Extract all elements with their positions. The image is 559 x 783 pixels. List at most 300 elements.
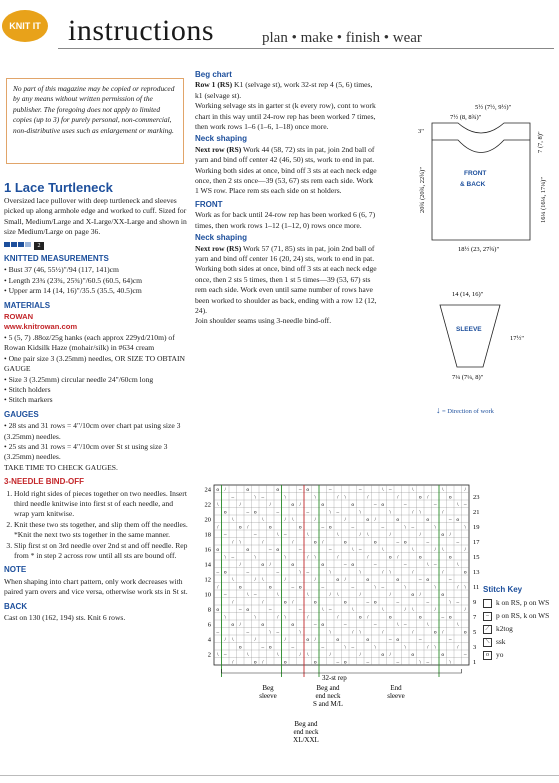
stitch-symbol: o bbox=[441, 652, 445, 658]
stitch-symbol: – bbox=[351, 584, 355, 591]
repeat-bracket bbox=[222, 669, 462, 673]
measurements-list bbox=[4, 265, 190, 296]
stitch-symbol: o bbox=[388, 614, 392, 621]
stitch-symbol: o bbox=[268, 524, 272, 531]
stitch-symbol: o bbox=[246, 547, 250, 553]
shoulder-outline bbox=[432, 123, 530, 140]
stitch-symbol: – bbox=[343, 622, 347, 628]
row-number: 10 bbox=[204, 591, 211, 599]
stitch-symbol: \ bbox=[344, 494, 347, 501]
shoulder-label: 3" bbox=[418, 128, 424, 135]
stitch-symbol: / bbox=[396, 494, 399, 501]
stitch-symbol: – bbox=[351, 524, 355, 531]
stitch-symbol: o bbox=[246, 487, 250, 493]
sleeve-cuff-label: 7¼ (7¼, 8)" bbox=[452, 374, 484, 381]
stitch-symbol: / bbox=[344, 577, 347, 583]
stitch-symbol: \ bbox=[381, 607, 384, 613]
stitch-symbol: / bbox=[284, 517, 287, 523]
row-label: Next row (RS) bbox=[195, 144, 242, 154]
middle-column bbox=[195, 70, 377, 327]
stitch-symbol: – bbox=[358, 547, 362, 553]
header-rule bbox=[58, 48, 554, 49]
row-number: 17 bbox=[473, 539, 480, 546]
row-number: 21 bbox=[473, 509, 480, 516]
row-number: 9 bbox=[473, 599, 477, 606]
back-text: Cast on 130 (162, 194) sts. Knit 6 rows. bbox=[4, 613, 126, 623]
stitch-symbol: – bbox=[253, 592, 257, 598]
stitch-symbol: – bbox=[366, 659, 370, 666]
top-width-label: 5½ (7½, 9½)" bbox=[475, 104, 512, 111]
stitch-symbol: \ bbox=[441, 487, 444, 493]
marker-label: Beg and end neck S and M/L bbox=[313, 684, 343, 708]
stitch-symbol: o bbox=[351, 562, 355, 568]
stitch-symbol: o bbox=[351, 502, 355, 508]
note-heading: NOTE bbox=[4, 565, 27, 575]
stitch-symbol: – bbox=[291, 584, 295, 591]
stitch-symbol: o bbox=[448, 494, 452, 501]
stitch-symbol: / bbox=[321, 539, 324, 546]
stitch-symbol: – bbox=[418, 577, 422, 583]
stitch-symbol: \ bbox=[306, 652, 309, 658]
stitch-symbol: – bbox=[321, 644, 325, 651]
stitch-symbol: / bbox=[291, 599, 294, 606]
paragraph: Working selvage sts in garter st (k every row), cont to work chart in this way until 24-row rep has been worked 7 times, then work rows 1–6 (1–6, 1–18) once more. bbox=[195, 101, 376, 132]
stitch-symbol: – bbox=[373, 502, 377, 508]
stitch-symbol: \ bbox=[381, 547, 384, 553]
stitch-symbol: \ bbox=[374, 644, 377, 651]
stitch-symbol: o bbox=[238, 644, 242, 651]
stitch-symbol: – bbox=[358, 487, 362, 493]
front-heading: FRONT bbox=[195, 199, 223, 209]
stitch-symbol: / bbox=[464, 607, 467, 613]
body-label: FRONT bbox=[464, 170, 487, 177]
stitch-symbol: – bbox=[433, 562, 437, 568]
stitch-symbol: \ bbox=[456, 622, 459, 628]
stitch-symbol: \ bbox=[231, 637, 234, 643]
stitch-symbol: \ bbox=[224, 554, 227, 561]
stitch-symbol: / bbox=[381, 629, 384, 636]
stitch-symbol: / bbox=[441, 629, 444, 636]
stitch-symbol: / bbox=[456, 584, 459, 591]
materials-heading: MATERIALS bbox=[4, 300, 51, 310]
stitch-symbol: – bbox=[403, 562, 407, 568]
stitch-symbol: \ bbox=[411, 607, 414, 613]
list-item: • Upper arm 14 (14, 16)"/35.5 (35.5, 40.5)cm bbox=[4, 286, 190, 296]
stitch-symbol: / bbox=[411, 629, 414, 636]
stitch-symbol: – bbox=[463, 502, 467, 508]
stitch-symbol: o bbox=[246, 607, 250, 613]
stitch-symbol: \ bbox=[449, 599, 452, 606]
skill-bar bbox=[4, 242, 10, 247]
stitch-symbol: / bbox=[366, 494, 369, 501]
stitch-symbol: \ bbox=[359, 509, 362, 516]
stitch-symbol: \ bbox=[351, 547, 354, 553]
stitch-symbol: \ bbox=[411, 547, 414, 553]
stitch-symbol: – bbox=[298, 487, 302, 493]
stitch-symbol: o bbox=[433, 629, 437, 636]
stitch-symbol: / bbox=[381, 569, 384, 576]
stitch-symbol: o bbox=[216, 487, 220, 493]
row-number: 15 bbox=[473, 554, 480, 561]
stitch-symbol: – bbox=[246, 629, 250, 636]
stitch-symbol: o bbox=[253, 659, 257, 666]
stitch-symbol: – bbox=[441, 614, 445, 621]
list-item: • Length 23¾ (23¾, 25¾)"/60.5 (60.5, 64)cm bbox=[4, 276, 190, 286]
copyright-notice: No part of this magazine may be copied or reproduced by any means without written permission of the publisher. The foregoing does not apply to limited copies (up to 3) for purely personal, non-commercial, non-distributive uses such as enlargement or marking. bbox=[6, 78, 184, 164]
row-number: 8 bbox=[207, 606, 211, 614]
stitch-symbol: o bbox=[223, 509, 227, 516]
stitch-symbol: \ bbox=[434, 584, 437, 591]
stitch-symbol: o bbox=[216, 547, 220, 553]
stitch-symbol: \ bbox=[426, 622, 429, 628]
stitch-symbol: \ bbox=[404, 524, 407, 531]
stitch-symbol: / bbox=[269, 502, 272, 508]
stitch-symbol: – bbox=[253, 532, 257, 538]
stitch-symbol: o bbox=[418, 554, 422, 561]
stitch-symbol: – bbox=[351, 644, 355, 651]
stitch-symbol: \ bbox=[306, 532, 309, 538]
neck-shaping-heading: Neck shaping bbox=[195, 233, 248, 243]
page-title: instructions bbox=[68, 14, 214, 47]
stitch-symbol: / bbox=[284, 577, 287, 583]
stitch-symbol: / bbox=[224, 487, 227, 493]
list-item: • 28 sts and 31 rows = 4"/10cm over chart pat using size 3 (3.25mm) needles. bbox=[4, 421, 190, 442]
stitch-symbol: / bbox=[344, 517, 347, 523]
sleeve-top-label: 14 (14, 16)" bbox=[452, 291, 484, 298]
stitch-symbol: o bbox=[396, 517, 400, 523]
stitch-symbol: o bbox=[381, 502, 385, 508]
sleeve-label: SLEEVE bbox=[456, 326, 482, 333]
stitch-symbol: \ bbox=[344, 644, 347, 651]
stitch-symbol: – bbox=[216, 569, 220, 576]
list-item: 3. Slip first st on 3rd needle over 2nd st and off needle. Rep from * in step 2 across row until all sts are bound off. bbox=[14, 541, 190, 562]
gauges-heading: GAUGES bbox=[4, 409, 39, 419]
stitch-symbol: o bbox=[426, 577, 430, 583]
stitch-symbol: \ bbox=[351, 607, 354, 613]
stitch-symbol: / bbox=[276, 614, 279, 621]
stitch-symbol: – bbox=[463, 652, 467, 658]
row-number: 4 bbox=[207, 636, 211, 644]
stitch-symbol: – bbox=[426, 539, 430, 546]
stitch-symbol: \ bbox=[411, 487, 414, 493]
row1-text bbox=[195, 80, 377, 101]
gauges-list bbox=[4, 421, 190, 463]
stitch-symbol: / bbox=[314, 577, 317, 583]
row-number: 1 bbox=[473, 659, 477, 666]
stitch-symbol: / bbox=[359, 592, 362, 598]
stitch-symbol: \ bbox=[464, 584, 467, 591]
list-item: 2. Knit these two sts together, and slip them off the needles. *Knit the next two sts together in the same manner. bbox=[14, 520, 190, 541]
pattern-intro: Oversized lace pullover with deep turtleneck and sleeves picked up along armhole edge and worked to cuff. Sized for Small, Medium/Large and X-Large/XX-Large and shown in size Medium/Large on page 36. bbox=[4, 196, 187, 237]
stitch-chart bbox=[200, 480, 480, 750]
stitch-symbol: / bbox=[261, 659, 264, 666]
stitch-symbol: / bbox=[231, 599, 234, 606]
stitch-symbol: – bbox=[433, 502, 437, 508]
stitch-symbol: o bbox=[411, 592, 415, 598]
stitch-symbol: \ bbox=[216, 652, 219, 658]
stitch-symbol: / bbox=[449, 532, 452, 538]
stitch-symbol: \ bbox=[231, 517, 234, 523]
direction-arrow-icon: ↓ bbox=[436, 405, 441, 415]
key-item bbox=[483, 622, 549, 635]
row-instruction: Work 57 (71, 85) sts in pat, join 2nd ball of yarn and bind off center 16 (20, 24) sts, work to end in pat. bbox=[195, 243, 375, 263]
beg-chart-heading: Beg chart bbox=[195, 70, 232, 79]
chart-grid bbox=[214, 485, 469, 677]
row-number: 23 bbox=[473, 494, 480, 501]
note-text: When shaping into chart pattern, only work decreases with paired yarn overs and vice versa, otherwise work sts in St st. bbox=[4, 576, 188, 597]
stitch-symbol: o bbox=[336, 637, 340, 643]
row-number: 22 bbox=[204, 501, 211, 509]
row-number: 16 bbox=[204, 546, 211, 554]
stitch-symbol: – bbox=[343, 562, 347, 568]
neck2-text bbox=[195, 244, 377, 265]
stitch-symbol: o bbox=[418, 614, 422, 621]
stitch-symbol: \ bbox=[419, 659, 422, 666]
stitch-symbol: \ bbox=[359, 569, 362, 576]
stitch-symbol: \ bbox=[396, 622, 399, 628]
stitch-symbol: / bbox=[231, 659, 234, 666]
row-label: Row 1 (RS) bbox=[195, 80, 233, 90]
stitch-symbol: \ bbox=[426, 562, 429, 568]
stitch-symbol: – bbox=[381, 524, 385, 531]
stitch-symbol: o bbox=[396, 637, 400, 643]
row-instruction: K1 (selvage st), work 32-st rep 4 (5, 6) times, k1 (selvage st). bbox=[195, 80, 373, 100]
stitch-symbol: – bbox=[298, 547, 302, 553]
stitch-symbol: \ bbox=[456, 562, 459, 568]
stitch-symbol: / bbox=[284, 637, 287, 643]
stitch-symbol: / bbox=[254, 577, 257, 583]
stitch-symbol: o bbox=[268, 584, 272, 591]
stitch-symbol: o bbox=[463, 629, 467, 636]
paragraph: Work as for back until 24-row rep has been worked 6 (6, 7) times, then work rows 1–12 (1–12, 0) rows once more. bbox=[195, 210, 376, 230]
stitch-symbol: o bbox=[366, 517, 370, 523]
key-label: k2tog bbox=[496, 624, 513, 633]
stitch-symbol: o bbox=[321, 502, 325, 508]
list-item: 1. Hold right sides of pieces together on two needles. Insert third needle knitwise into first st of each needle, and wrap yarn knitwise. bbox=[14, 489, 190, 520]
key-label: k on RS, p on WS bbox=[496, 598, 550, 607]
stitch-symbol: o bbox=[321, 622, 325, 628]
left-column bbox=[4, 196, 190, 623]
measurements-heading: KNITTED MEASUREMENTS bbox=[4, 254, 109, 264]
stitch-symbol: o bbox=[306, 637, 310, 643]
marker-label: Beg and end neck XL/XXL bbox=[293, 720, 319, 744]
stitch-symbol: \ bbox=[374, 584, 377, 591]
bottom-width-label: 18½ (23, 27¾)" bbox=[458, 246, 500, 253]
stitch-symbol: \ bbox=[329, 509, 332, 516]
stitch-symbol: – bbox=[313, 622, 317, 628]
stitch-symbol: o bbox=[283, 599, 287, 606]
stitch-symbol: / bbox=[404, 607, 407, 613]
body-label: & BACK bbox=[460, 181, 486, 188]
stitch-symbol: o bbox=[291, 622, 295, 628]
bindoff-heading: 3-NEEDLE BIND-OFF bbox=[4, 477, 84, 487]
stitch-symbol: o bbox=[411, 652, 415, 658]
stitch-symbol: \ bbox=[329, 569, 332, 576]
stitch-symbol: o bbox=[306, 487, 310, 493]
stitch-symbol: – bbox=[306, 509, 310, 516]
stitch-symbol: o bbox=[238, 524, 242, 531]
stitch-symbol: o bbox=[381, 652, 385, 658]
row-number: 24 bbox=[204, 486, 211, 494]
stitch-symbol: / bbox=[239, 622, 242, 628]
stitch-symbol: / bbox=[314, 637, 317, 643]
list-item: • Stitch markers bbox=[4, 395, 190, 405]
stitch-symbol: – bbox=[448, 577, 452, 583]
key-title: Stitch Key bbox=[483, 585, 523, 594]
paragraph: Join shoulder seams using 3-needle bind-off. bbox=[195, 316, 332, 326]
stitch-symbol: / bbox=[239, 502, 242, 508]
stitch-symbol: \ bbox=[224, 614, 227, 621]
stitch-symbol: – bbox=[276, 509, 280, 516]
brand-url[interactable]: www.knitrowan.com bbox=[4, 322, 78, 332]
stitch-symbol: \ bbox=[231, 577, 234, 583]
stitch-symbol: o bbox=[448, 614, 452, 621]
k2tog-symbol-icon: ⟋ bbox=[483, 625, 492, 634]
stitch-symbol: / bbox=[306, 614, 309, 621]
stitch-symbol: – bbox=[231, 494, 235, 501]
stitch-symbol: o bbox=[261, 562, 265, 568]
stitch-symbol: / bbox=[464, 547, 467, 553]
row-instruction: Work 44 (58, 72) sts in pat, join 2nd ball of yarn and bind off center 42 (46, 50) sts, work to end in pat. bbox=[195, 144, 375, 165]
stitch-symbol: / bbox=[464, 487, 467, 493]
stitch-symbol: o bbox=[291, 502, 295, 508]
stitch-symbol: / bbox=[299, 502, 302, 508]
sleeve-outline bbox=[440, 305, 500, 367]
row-number: 14 bbox=[204, 561, 211, 569]
list-item: • Stitch holders bbox=[4, 385, 190, 395]
gauge-check: TAKE TIME TO CHECK GAUGES. bbox=[4, 462, 118, 472]
stitch-symbol: \ bbox=[456, 502, 459, 508]
stitch-symbol: / bbox=[419, 532, 422, 538]
stitch-symbol: – bbox=[321, 524, 325, 531]
bindoff-steps bbox=[4, 489, 190, 562]
ssk-symbol-icon: ⟍ bbox=[483, 638, 492, 647]
stitch-symbol: \ bbox=[276, 652, 279, 658]
stitch-symbol: – bbox=[328, 487, 332, 493]
row-number: 18 bbox=[204, 531, 211, 539]
stitch-symbol: \ bbox=[389, 509, 392, 516]
stitch-symbol: \ bbox=[254, 554, 257, 561]
stitch-symbol: o bbox=[373, 599, 377, 606]
stitch-symbol: / bbox=[224, 637, 227, 643]
list-item: • One pair size 3 (3.25mm) needles, OR SIZE TO OBTAIN GAUGE bbox=[4, 354, 190, 375]
stitch-symbol: \ bbox=[321, 607, 324, 613]
stitch-symbol: / bbox=[291, 539, 294, 546]
footer-rule bbox=[0, 775, 559, 776]
stitch-symbol: o bbox=[223, 569, 227, 576]
stitch-symbol: o bbox=[238, 584, 242, 591]
stitch-symbol: \ bbox=[299, 629, 302, 636]
stitch-symbol: \ bbox=[314, 554, 317, 561]
stitch-symbol: / bbox=[239, 562, 242, 568]
stitch-symbol: \ bbox=[434, 524, 437, 531]
stitch-symbol: o bbox=[388, 554, 392, 561]
stitch-symbol: / bbox=[434, 607, 437, 613]
stitch-symbol: \ bbox=[284, 554, 287, 561]
stitch-symbol: \ bbox=[261, 517, 264, 523]
stitch-symbol: \ bbox=[239, 539, 242, 546]
key-item bbox=[483, 635, 549, 648]
stitch-symbol: o bbox=[276, 547, 280, 553]
neck1-text bbox=[195, 145, 377, 166]
row-number: 5 bbox=[473, 629, 477, 636]
stitch-symbol: \ bbox=[299, 569, 302, 576]
side-label: 16¼ (16¼, 17¼)" bbox=[540, 177, 547, 223]
stitch-symbol: \ bbox=[441, 547, 444, 553]
stitch-symbol: – bbox=[276, 629, 280, 636]
stitch-symbol: \ bbox=[216, 502, 219, 508]
materials-list bbox=[4, 333, 190, 406]
skill-bar bbox=[25, 242, 31, 247]
stitch-symbol: / bbox=[389, 592, 392, 598]
stitch-symbol: \ bbox=[314, 494, 317, 501]
stitch-symbol: – bbox=[246, 509, 250, 516]
stitch-symbol: o bbox=[298, 524, 302, 531]
stitch-symbol: – bbox=[291, 644, 295, 651]
stitch-symbol: o bbox=[313, 659, 317, 666]
stitch-symbol: / bbox=[231, 539, 234, 546]
key-label: ssk bbox=[496, 637, 506, 646]
row-number: 11 bbox=[473, 584, 480, 591]
list-item: • 25 sts and 31 rows = 4"/10cm over St st using size 3 (3.25mm) needles. bbox=[4, 442, 190, 463]
stitch-symbol: \ bbox=[269, 629, 272, 636]
marker-label: End sleeve bbox=[387, 684, 405, 700]
row-number: 6 bbox=[207, 621, 211, 629]
stitch-symbol: / bbox=[329, 652, 332, 658]
yo-symbol-icon: o bbox=[483, 651, 492, 660]
stitch-symbol: / bbox=[261, 599, 264, 606]
list-item: • 5 (5, 7) .88oz/25g hanks (each approx 229yd/210m) of Rowan Kidsilk Haze (mohair/silk) in #634 cream bbox=[4, 333, 190, 354]
repeat-label: 32-st rep bbox=[322, 674, 347, 682]
stitch-symbol: o bbox=[403, 539, 407, 546]
stitch-symbol: – bbox=[283, 532, 287, 538]
stitch-symbol: \ bbox=[389, 569, 392, 576]
stitch-symbol: o bbox=[418, 494, 422, 501]
stitch-symbol: o bbox=[321, 562, 325, 568]
stitch-symbol: o bbox=[253, 509, 257, 516]
stitch-symbol: / bbox=[411, 509, 414, 516]
stitch-symbol: o bbox=[463, 569, 467, 576]
page-subtitle: plan • make • finish • wear bbox=[262, 30, 422, 46]
stitch-symbol: o bbox=[366, 577, 370, 583]
stitch-symbol: – bbox=[366, 599, 370, 606]
stitch-symbol: / bbox=[254, 637, 257, 643]
stitch-symbol: – bbox=[426, 599, 430, 606]
row-number: 20 bbox=[204, 516, 211, 524]
skill-bar bbox=[11, 242, 17, 247]
row-number: 3 bbox=[473, 644, 477, 651]
stitch-symbol: \ bbox=[419, 509, 422, 516]
stitch-symbol: / bbox=[261, 539, 264, 546]
stitch-symbol: / bbox=[434, 547, 437, 553]
stitch-symbol: / bbox=[329, 592, 332, 598]
stitch-symbol: o bbox=[283, 659, 287, 666]
stitch-symbol: – bbox=[268, 547, 272, 553]
stitch-symbol: o bbox=[291, 562, 295, 568]
stitch-symbol: / bbox=[441, 569, 444, 576]
stitch-symbol: \ bbox=[261, 577, 264, 583]
length-label: 20¾ (20¾, 22¾)" bbox=[419, 167, 426, 213]
stitch-symbol: / bbox=[389, 652, 392, 658]
stitch-symbol: / bbox=[246, 524, 249, 531]
stitch-symbol: o bbox=[313, 599, 317, 606]
stitch-symbol: / bbox=[314, 517, 317, 523]
stitch-symbol: \ bbox=[254, 614, 257, 621]
stitch-symbol: / bbox=[269, 562, 272, 568]
stitch-symbol: \ bbox=[434, 644, 437, 651]
stitch-symbol: – bbox=[448, 517, 452, 523]
stitch-symbol: o bbox=[373, 539, 377, 546]
